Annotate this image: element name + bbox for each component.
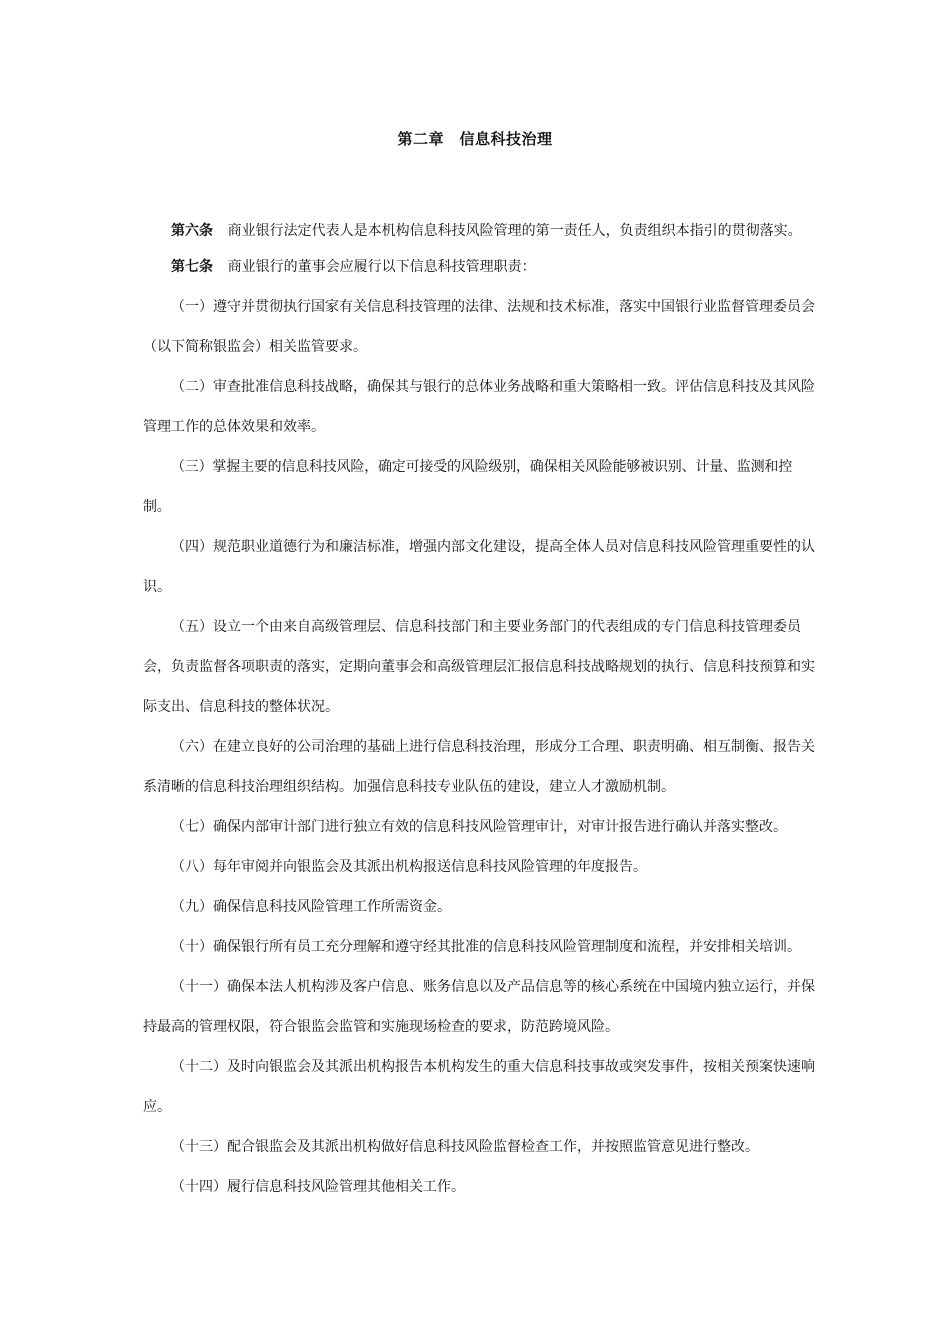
duty-item-11: （十一）确保本法人机构涉及客户信息、账务信息以及产品信息等的核心系统在中国境内独立运行，并保持最高的管理权限，符合银监会监管和实施现场检查的要求，防范跨境风险。 xyxy=(143,979,815,1035)
duty-item-12: （十二）及时向银监会及其派出机构报告本机构发生的重大信息科技事故或突发事件，按相关预案快速响应。 xyxy=(143,1059,815,1115)
article-7 xyxy=(143,249,819,285)
duty-item-13: （十三）配合银监会及其派出机构做好信息科技风险监督检查工作，并按照监管意见进行整改。 xyxy=(171,1139,759,1155)
document-body xyxy=(143,213,819,1207)
duty-item-1: （一）遵守并贯彻执行国家有关信息科技管理的法律、法规和技术标准，落实中国银行业监督管理委员会（以下简称银监会）相关监管要求。 xyxy=(143,299,815,355)
duty-item-3: （三）掌握主要的信息科技风险，确定可接受的风险级别，确保相关风险能够被识别、计量、监测和控制。 xyxy=(143,459,792,515)
duty-item-7: （七）确保内部审计部门进行独立有效的信息科技风险管理审计，对审计报告进行确认并落实整改。 xyxy=(171,819,787,835)
duty-item-4: （四）规范职业道德行为和廉洁标准，增强内部文化建设，提高全体人员对信息科技风险管理重要性的认识。 xyxy=(143,539,815,595)
article-text: 商业银行的董事会应履行以下信息科技管理职责： xyxy=(227,259,536,275)
duty-item-14: （十四）履行信息科技风险管理其他相关工作。 xyxy=(171,1179,465,1195)
article-number: 第六条 xyxy=(171,223,213,239)
duty-item-10: （十）确保银行所有员工充分理解和遵守经其批准的信息科技风险管理制度和流程，并安排相关培训。 xyxy=(171,939,801,955)
article-text: 商业银行法定代表人是本机构信息科技风险管理的第一责任人，负责组织本指引的贯彻落实。 xyxy=(227,223,802,239)
duty-item-6: （六）在建立良好的公司治理的基础上进行信息科技治理，形成分工合理、职责明确、相互制衡、报告关系清晰的信息科技治理组织结构。加强信息科技专业队伍的建设，建立人才激励机制。 xyxy=(143,739,815,795)
duty-item-5: （五）设立一个由来自高级管理层、信息科技部门和主要业务部门的代表组成的专门信息科技管理委员会，负责监督各项职责的落实，定期向董事会和高级管理层汇报信息科技战略规划的执行、信息科技预算和实际支出、信息科技的整体状况。 xyxy=(143,619,815,715)
duty-item-8: （八）每年审阅并向银监会及其派出机构报送信息科技风险管理的年度报告。 xyxy=(171,859,647,875)
article-6 xyxy=(143,213,819,249)
article-number: 第七条 xyxy=(171,259,213,275)
duty-item-9: （九）确保信息科技风险管理工作所需资金。 xyxy=(171,899,451,915)
chapter-title: 第二章 信息科技治理 xyxy=(397,130,553,148)
duty-item-2: （二）审查批准信息科技战略，确保其与银行的总体业务战略和重大策略相一致。评估信息科技及其风险管理工作的总体效果和效率。 xyxy=(143,379,815,435)
